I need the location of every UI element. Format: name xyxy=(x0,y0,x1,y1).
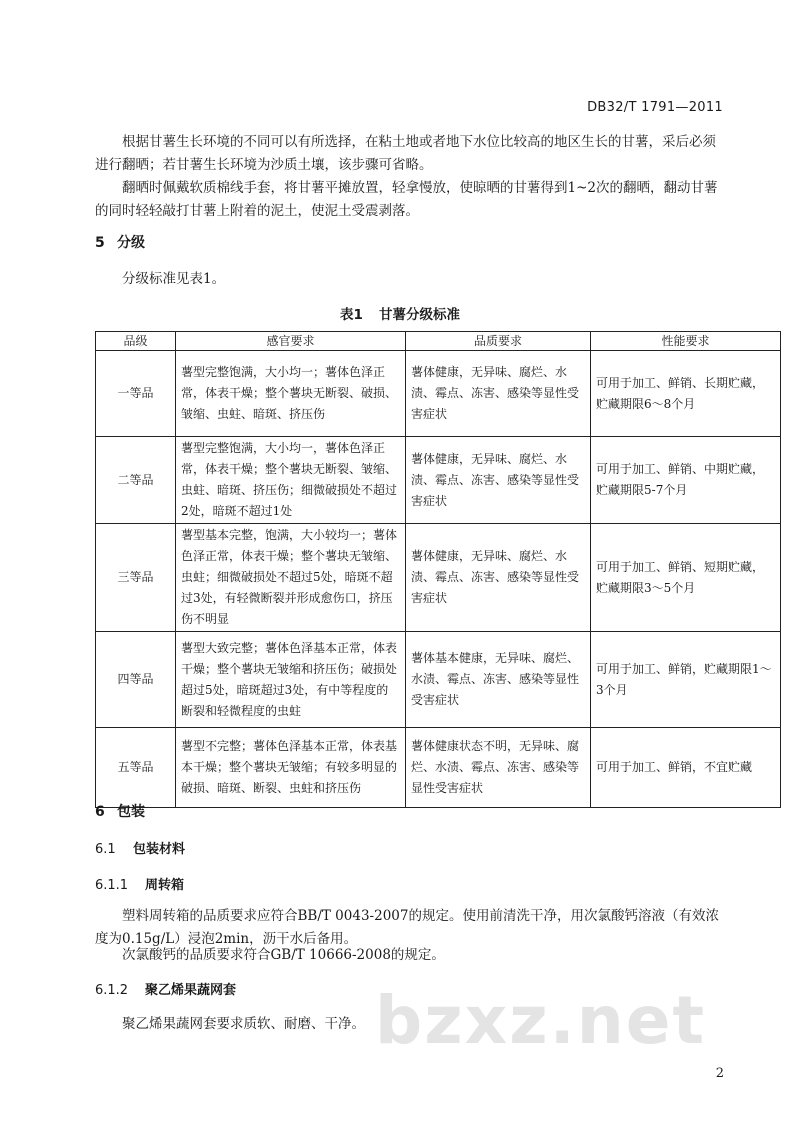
section-6-heading xyxy=(95,801,145,821)
table-row xyxy=(96,728,781,808)
sensory-cell: 薯型基本完整，饱满，大小较均一；薯体色泽正常，体表干燥；整个薯块无皱缩、虫蛀；细微破损处不超过5处，暗斑不超过3处，有轻微断裂并形成愈伤口，挤压伤不明显 xyxy=(176,524,406,632)
subsection-6-1-1-paragraph-1: 塑料周转箱的品质要求应符合BB/T 0043-2007的规定。使用前清洗干净，用次氯酸钙溶液（有效浓度为0.15g/L）浸泡2min，沥干水后备用。 xyxy=(95,908,719,947)
header-grade: 品级 xyxy=(96,332,176,351)
table-row xyxy=(96,632,781,728)
subsection-number: 6.1.1 xyxy=(95,878,129,893)
performance-cell: 可用于加工、鲜销、长期贮藏，贮藏期限6～8个月 xyxy=(591,351,781,437)
performance-cell: 可用于加工、鲜销、中期贮藏，贮藏期限5-7个月 xyxy=(591,437,781,524)
quality-cell: 薯体健康状态不明，无异味、腐烂、水渍、霉点、冻害、感染等显性受害症状 xyxy=(406,728,591,808)
grade-cell: 一等品 xyxy=(96,351,176,437)
grade-cell: 四等品 xyxy=(96,632,176,728)
section-5-heading xyxy=(95,232,145,252)
sensory-cell: 薯型完整饱满，大小均一，薯体色泽正常，体表干燥；整个薯块无断裂、皱缩、虫蛀、暗斑、挤压伤；细微破损处不超过2处，暗斑不超过1处 xyxy=(176,437,406,524)
subsection-6-1-heading xyxy=(95,838,185,857)
subsection-6-1-2-paragraph: 聚乙烯果蔬网套要求质软、耐磨、干净。 xyxy=(122,1016,365,1032)
performance-cell: 可用于加工、鲜销、短期贮藏，贮藏期限3～5个月 xyxy=(591,524,781,632)
table-header-row xyxy=(96,332,781,351)
subsection-title: 包装材料 xyxy=(133,842,186,857)
table-row xyxy=(96,524,781,632)
grading-table xyxy=(95,331,781,808)
table-row xyxy=(96,437,781,524)
intro-paragraph-2: 翻晒时佩戴软质棉线手套，将甘薯平摊放置，轻拿慢放，使晾晒的甘薯得到1~2次的翻晒，翻动甘薯的同时轻轻敲打甘薯上附着的泥土，使泥土受震剥落。 xyxy=(95,180,718,219)
performance-cell: 可用于加工、鲜销，不宜贮藏 xyxy=(591,728,781,808)
section-number: 5 xyxy=(95,235,105,251)
section-number: 6 xyxy=(95,804,105,820)
grade-cell: 二等品 xyxy=(96,437,176,524)
subsection-6-1-2-heading xyxy=(95,979,236,998)
subsection-title: 聚乙烯果蔬网套 xyxy=(145,983,237,998)
page-number: 2 xyxy=(715,1066,724,1081)
table-row xyxy=(96,351,781,437)
quality-cell: 薯体健康，无异味、腐烂、水渍、霉点、冻害、感染等显性受害症状 xyxy=(406,524,591,632)
header-performance: 性能要求 xyxy=(591,332,781,351)
section-title: 分级 xyxy=(117,235,145,251)
quality-cell: 薯体健康，无异味、腐烂、水渍、霉点、冻害、感染等显性受害症状 xyxy=(406,437,591,524)
section-title: 包装 xyxy=(117,804,145,820)
subsection-title: 周转箱 xyxy=(145,878,185,893)
grade-cell: 五等品 xyxy=(96,728,176,808)
subsection-6-1-1-paragraph-2: 次氯酸钙的品质要求符合GB/T 10666-2008的规定。 xyxy=(122,947,445,963)
table-caption-title: 甘薯分级标准 xyxy=(378,307,460,323)
watermark: bzxz.net xyxy=(375,982,707,1059)
header-quality: 品质要求 xyxy=(406,332,591,351)
sensory-cell: 薯型不完整；薯体色泽基本正常，体表基本干燥；整个薯块无皱缩；有较多明显的破损、暗斑、断裂、虫蛀和挤压伤 xyxy=(176,728,406,808)
header-sensory: 感官要求 xyxy=(176,332,406,351)
subsection-number: 6.1 xyxy=(95,842,116,857)
table-caption-label: 表1 xyxy=(340,307,363,323)
quality-cell: 薯体基本健康，无异味、腐烂、水渍、霉点、冻害、感染等显性受害症状 xyxy=(406,632,591,728)
intro-paragraph-1: 根据甘薯生长环境的不同可以有所选择，在粘土地或者地下水位比较高的地区生长的甘薯，采后必须进行翻晒；若甘薯生长环境为沙质土壤，该步骤可省略。 xyxy=(95,134,716,173)
quality-cell: 薯体健康，无异味、腐烂、水渍、霉点、冻害、感染等显性受害症状 xyxy=(406,351,591,437)
standard-code: DB32/T 1791—2011 xyxy=(587,100,723,115)
subsection-6-1-1-heading xyxy=(95,874,184,893)
subsection-number: 6.1.2 xyxy=(95,983,129,998)
section-5-text: 分级标准见表1。 xyxy=(122,271,226,287)
performance-cell: 可用于加工、鲜销，贮藏期限1～3个月 xyxy=(591,632,781,728)
sensory-cell: 薯型大致完整；薯体色泽基本正常，体表干燥；整个薯块无皱缩和挤压伤；破损处超过5处，暗斑超过3处，有中等程度的断裂和轻微程度的虫蛀 xyxy=(176,632,406,728)
sensory-cell: 薯型完整饱满，大小均一；薯体色泽正常，体表干燥；整个薯块无断裂、破损、皱缩、虫蛀、暗斑、挤压伤 xyxy=(176,351,406,437)
table-caption xyxy=(0,303,800,323)
grade-cell: 三等品 xyxy=(96,524,176,632)
